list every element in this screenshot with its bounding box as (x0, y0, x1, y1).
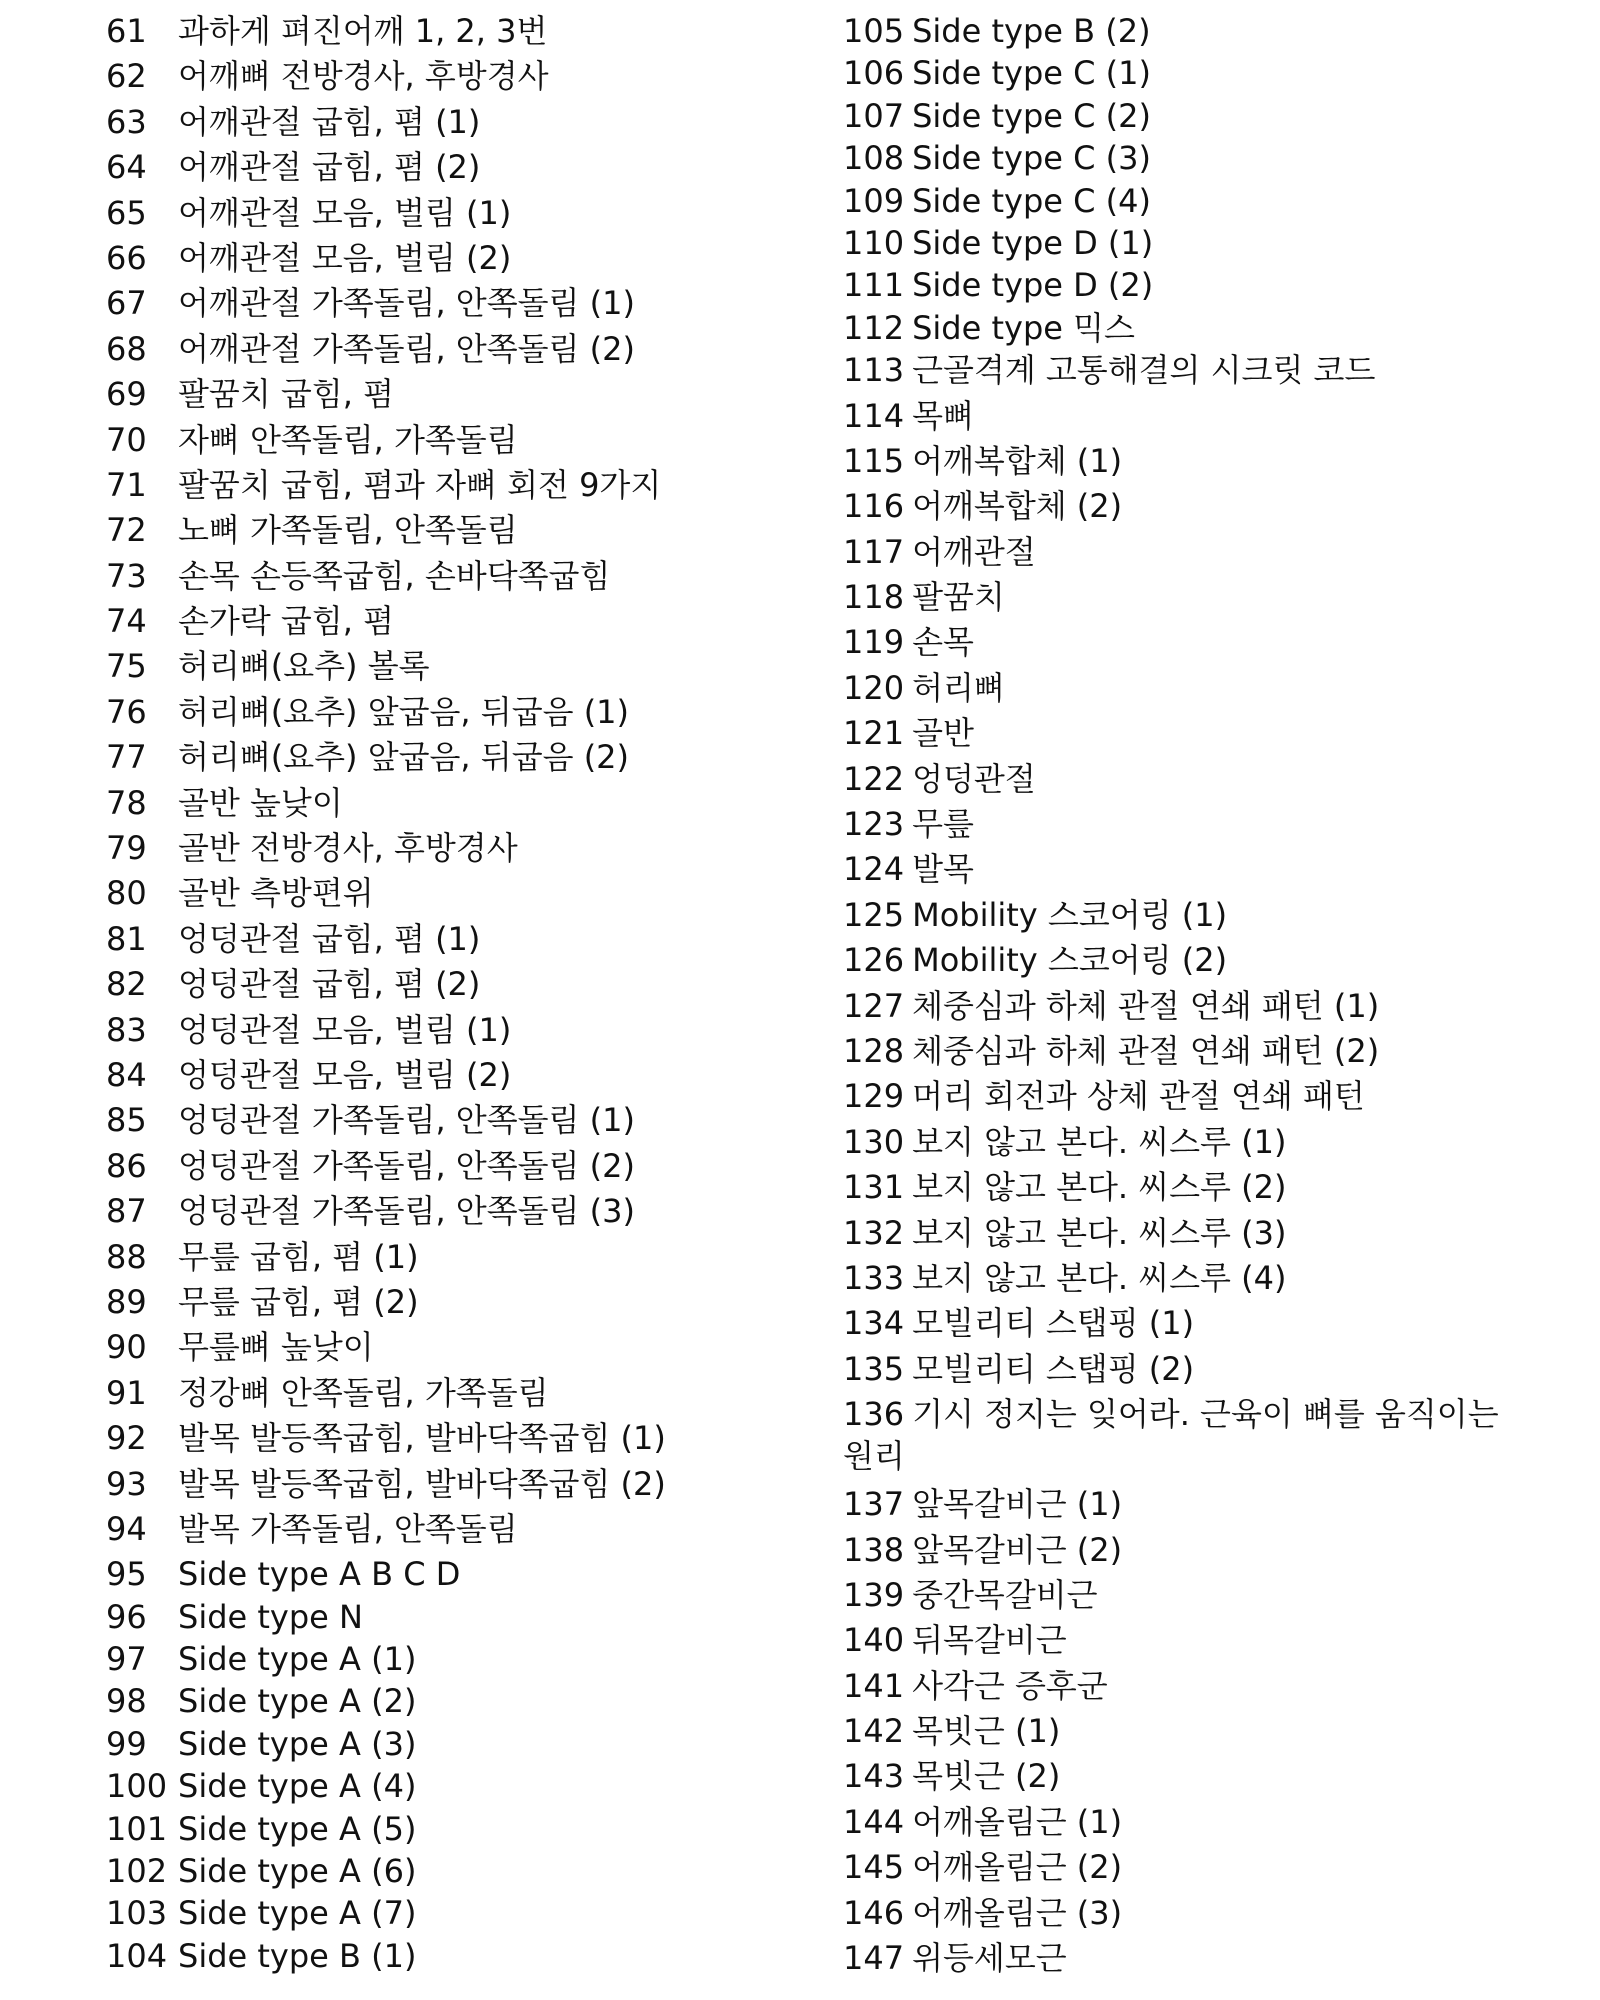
entry-number: 113 (843, 351, 905, 390)
entry-title: Side type 믹스 (912, 308, 1135, 347)
toc-entry (106, 1054, 766, 1099)
toc-entry (843, 1166, 1523, 1211)
entry-number: 124 (843, 850, 905, 889)
toc-entry (843, 1846, 1523, 1891)
entry-number: 144 (843, 1802, 905, 1841)
entry-title: 노뼈 가쪽돌림, 안쪽돌림 (178, 511, 518, 550)
toc-entry (106, 645, 766, 690)
entry-number: 95 (106, 1555, 147, 1594)
entry-title: 머리 회전과 상체 관절 연쇄 패턴 (912, 1077, 1365, 1116)
entry-number: 82 (106, 965, 147, 1004)
entry-title: 자뼈 안쪽돌림, 가쪽돌림 (178, 420, 518, 459)
table-of-contents (0, 10, 1600, 1990)
toc-entry (106, 55, 766, 100)
entry-number: 64 (106, 148, 147, 187)
toc-entry (106, 782, 766, 827)
entry-title: Side type A (4) (178, 1767, 417, 1806)
toc-entry (843, 1574, 1523, 1619)
entry-number: 131 (843, 1168, 905, 1207)
entry-title: 앞목갈비근 (1) (912, 1485, 1123, 1524)
entry-title: Side type C (2) (912, 96, 1151, 135)
entry-title: 어깨뼈 전방경사, 후방경사 (178, 57, 549, 96)
entry-title: 무릎 (912, 805, 974, 844)
entry-title: 어깨관절 굽힘, 폄 (1) (178, 102, 481, 141)
entry-number: 97 (106, 1640, 147, 1679)
toc-right-column (843, 10, 1523, 1982)
entry-number: 68 (106, 329, 147, 368)
entry-number: 102 (106, 1852, 168, 1891)
toc-entry (843, 1710, 1523, 1755)
entry-number: 129 (843, 1077, 905, 1116)
entry-title: Mobility 스코어링 (1) (912, 895, 1228, 934)
entry-number: 105 (843, 12, 905, 50)
toc-entry (843, 1619, 1523, 1664)
entry-number: 67 (106, 284, 147, 323)
entry-title: Side type C (3) (912, 139, 1151, 178)
entry-title: Side type C (4) (912, 181, 1151, 220)
entry-title: Side type A (7) (178, 1894, 417, 1933)
toc-left-column (106, 10, 766, 1977)
toc-entry (843, 803, 1523, 848)
toc-entry (106, 1935, 766, 1977)
entry-title: 허리뼈(요추) 앞굽음, 뒤굽음 (2) (178, 738, 630, 777)
toc-entry (106, 918, 766, 963)
entry-number: 104 (106, 1936, 168, 1975)
entry-title: 보지 않고 본다. 씨스루 (4) (912, 1258, 1287, 1297)
entry-number: 90 (106, 1328, 147, 1367)
entry-number: 65 (106, 193, 147, 232)
entry-number: 79 (106, 829, 147, 868)
toc-entry (843, 1075, 1523, 1120)
entry-number: 118 (843, 578, 905, 617)
toc-entry (843, 485, 1523, 530)
toc-entry (843, 1665, 1523, 1710)
entry-number: 83 (106, 1010, 147, 1049)
toc-entry (843, 137, 1523, 179)
entry-number: 141 (843, 1666, 905, 1705)
entry-title: 발목 발등쪽굽힘, 발바닥쪽굽힘 (2) (178, 1464, 666, 1503)
entry-number: 143 (843, 1757, 905, 1796)
toc-entry (843, 10, 1523, 52)
entry-title: 엉덩관절 굽힘, 폄 (1) (178, 919, 481, 958)
entry-number: 137 (843, 1485, 905, 1524)
entry-title: Side type A (6) (178, 1852, 417, 1891)
entry-number: 107 (843, 96, 905, 135)
entry-number: 126 (843, 941, 905, 980)
entry-title: 엉덩관절 (912, 759, 1036, 798)
entry-title: 사각근 증후군 (912, 1666, 1108, 1705)
entry-title: Side type D (2) (912, 266, 1154, 305)
entry-title: 위등세모근 (912, 1939, 1067, 1978)
toc-entry (843, 1937, 1523, 1982)
toc-entry (106, 419, 766, 464)
toc-entry (843, 1892, 1523, 1937)
entry-title: 무릎뼈 높낮이 (178, 1328, 374, 1367)
toc-entry (106, 282, 766, 327)
toc-entry (106, 1145, 766, 1190)
entry-title: 체중심과 하체 관절 연쇄 패턴 (1) (912, 986, 1380, 1025)
toc-entry (843, 1529, 1523, 1574)
toc-entry (106, 1190, 766, 1235)
toc-entry (106, 1850, 766, 1892)
toc-entry (843, 1030, 1523, 1075)
entry-number: 93 (106, 1464, 147, 1503)
entry-number: 125 (843, 895, 905, 934)
entry-number: 128 (843, 1031, 905, 1070)
entry-title: 보지 않고 본다. 씨스루 (3) (912, 1213, 1287, 1252)
entry-title: 팔꿈치 굽힘, 폄 (178, 375, 394, 414)
entry-title: 어깨관절 굽힘, 폄 (2) (178, 148, 481, 187)
entry-title: 손목 손등쪽굽힘, 손바닥쪽굽힘 (178, 556, 611, 595)
entry-title: 어깨관절 가쪽돌림, 안쪽돌림 (1) (178, 284, 635, 323)
toc-entry (106, 1892, 766, 1934)
toc-entry (843, 1801, 1523, 1846)
toc-entry (843, 939, 1523, 984)
entry-number: 78 (106, 783, 147, 822)
entry-title: 허리뼈 (912, 668, 1005, 707)
toc-entry (106, 1596, 766, 1638)
entry-title: 발목 발등쪽굽힘, 발바닥쪽굽힘 (1) (178, 1419, 666, 1458)
entry-number: 87 (106, 1192, 147, 1231)
entry-title: 앞목갈비근 (2) (912, 1530, 1123, 1569)
toc-entry (843, 1393, 1503, 1483)
entry-number: 81 (106, 919, 147, 958)
entry-title: 엉덩관절 모음, 벌림 (2) (178, 1055, 512, 1094)
toc-entry (106, 1680, 766, 1722)
toc-entry (106, 509, 766, 554)
entry-number: 133 (843, 1258, 905, 1297)
entry-title: 엉덩관절 가쪽돌림, 안쪽돌림 (1) (178, 1101, 635, 1140)
entry-number: 101 (106, 1809, 168, 1848)
toc-entry (106, 1508, 766, 1553)
toc-entry (106, 1236, 766, 1281)
entry-title: 팔꿈치 굽힘, 폄과 자뼈 회전 9가지 (178, 465, 662, 504)
entry-number: 73 (106, 556, 147, 595)
entry-title: 골반 높낮이 (178, 783, 343, 822)
entry-title: 모빌리티 스탭핑 (2) (912, 1349, 1195, 1388)
entry-title: Side type A (3) (178, 1724, 417, 1763)
entry-number: 127 (843, 986, 905, 1025)
toc-entry (843, 1121, 1523, 1166)
toc-entry (106, 555, 766, 600)
toc-entry (106, 1638, 766, 1680)
toc-entry (843, 531, 1523, 576)
entry-number: 74 (106, 602, 147, 641)
entry-title: Side type D (1) (912, 223, 1154, 262)
entry-number: 110 (843, 223, 905, 262)
entry-number: 138 (843, 1530, 905, 1569)
entry-number: 69 (106, 375, 147, 414)
entry-number: 99 (106, 1724, 147, 1763)
entry-number: 147 (843, 1939, 905, 1978)
toc-entry (843, 1755, 1523, 1800)
entry-title: Mobility 스코어링 (2) (912, 941, 1228, 980)
toc-entry (106, 328, 766, 373)
toc-entry (843, 180, 1523, 222)
entry-title: Side type N (178, 1597, 363, 1636)
entry-title: 어깨올림근 (1) (912, 1802, 1123, 1841)
entry-title: Side type A B C D (178, 1555, 461, 1594)
toc-entry (843, 95, 1523, 137)
toc-entry (106, 1808, 766, 1850)
toc-entry (106, 10, 766, 55)
entry-title: 골반 측방편위 (178, 874, 374, 913)
entry-number: 112 (843, 308, 905, 347)
toc-entry (106, 963, 766, 1008)
toc-entry (843, 349, 1523, 394)
toc-entry (106, 600, 766, 645)
toc-entry (843, 1257, 1523, 1302)
entry-number: 96 (106, 1597, 147, 1636)
entry-title: 손목 (912, 623, 974, 662)
entry-number: 98 (106, 1682, 147, 1721)
toc-entry (106, 237, 766, 282)
entry-title: 허리뼈(요추) 앞굽음, 뒤굽음 (1) (178, 692, 630, 731)
entry-title: 어깨올림근 (2) (912, 1848, 1123, 1887)
entry-title: 보지 않고 본다. 씨스루 (1) (912, 1122, 1287, 1161)
toc-entry (843, 985, 1523, 1030)
entry-number: 91 (106, 1373, 147, 1412)
entry-title: 어깨복합체 (2) (912, 487, 1123, 526)
toc-entry (106, 872, 766, 917)
entry-title: 목빗근 (2) (912, 1757, 1061, 1796)
toc-entry (106, 1553, 766, 1595)
toc-entry (106, 192, 766, 237)
entry-number: 135 (843, 1349, 905, 1388)
toc-entry (106, 1099, 766, 1144)
toc-entry (106, 1372, 766, 1417)
entry-number: 121 (843, 714, 905, 753)
toc-entry (106, 736, 766, 781)
entry-title: 어깨관절 (912, 532, 1036, 571)
entry-number: 111 (843, 266, 905, 305)
entry-number: 94 (106, 1509, 147, 1548)
entry-number: 120 (843, 668, 905, 707)
entry-number: 75 (106, 647, 147, 686)
entry-title: 골반 전방경사, 후방경사 (178, 829, 518, 868)
entry-number: 123 (843, 805, 905, 844)
toc-entry (843, 848, 1523, 893)
entry-number: 88 (106, 1237, 147, 1276)
entry-number: 142 (843, 1712, 905, 1751)
entry-title: 모빌리티 스탭핑 (1) (912, 1304, 1195, 1343)
entry-number: 84 (106, 1055, 147, 1094)
entry-title: 엉덩관절 가쪽돌림, 안쪽돌림 (2) (178, 1146, 635, 1185)
entry-number: 108 (843, 139, 905, 178)
entry-number: 66 (106, 238, 147, 277)
entry-title: 어깨관절 모음, 벌림 (1) (178, 193, 512, 232)
entry-number: 139 (843, 1575, 905, 1614)
entry-number: 100 (106, 1767, 168, 1806)
entry-title: Side type A (1) (178, 1640, 417, 1679)
entry-number: 92 (106, 1419, 147, 1458)
entry-number: 117 (843, 532, 905, 571)
toc-entry (843, 621, 1523, 666)
toc-entry (106, 1326, 766, 1371)
entry-title: 엉덩관절 굽힘, 폄 (2) (178, 965, 481, 1004)
entry-title: 발목 가쪽돌림, 안쪽돌림 (178, 1509, 518, 1548)
toc-entry (106, 827, 766, 872)
entry-number: 130 (843, 1122, 905, 1161)
entry-title: 어깨관절 가쪽돌림, 안쪽돌림 (2) (178, 329, 635, 368)
entry-number: 116 (843, 487, 905, 526)
toc-entry (843, 1212, 1523, 1257)
entry-title: 무릎 굽힘, 폄 (1) (178, 1237, 419, 1276)
entry-title: 보지 않고 본다. 씨스루 (2) (912, 1168, 1287, 1207)
entry-title: 기시 정지는 잊어라. 근육이 뼈를 움직이는 원리 (843, 1395, 1499, 1476)
toc-entry (843, 440, 1523, 485)
entry-number: 114 (843, 396, 905, 435)
entry-title: 근골격계 고통해결의 시크릿 코드 (912, 351, 1376, 390)
entry-title: 무릎 굽힘, 폄 (2) (178, 1282, 419, 1321)
entry-title: 어깨복합체 (1) (912, 441, 1123, 480)
toc-entry (843, 307, 1523, 349)
entry-title: 손가락 굽힘, 폄 (178, 602, 394, 641)
entry-title: 엉덩관절 가쪽돌림, 안쪽돌림 (3) (178, 1192, 635, 1231)
entry-title: 팔꿈치 (912, 578, 1005, 617)
entry-number: 103 (106, 1894, 168, 1933)
entry-number: 89 (106, 1282, 147, 1321)
toc-entry (843, 1302, 1523, 1347)
toc-entry (106, 1463, 766, 1508)
toc-entry (106, 146, 766, 191)
entry-number: 109 (843, 181, 905, 220)
entry-number: 86 (106, 1146, 147, 1185)
entry-number: 136 (843, 1395, 905, 1434)
toc-entry (843, 52, 1523, 94)
entry-number: 119 (843, 623, 905, 662)
toc-entry (843, 712, 1523, 757)
toc-entry (106, 464, 766, 509)
toc-entry (106, 1009, 766, 1054)
entry-number: 146 (843, 1893, 905, 1932)
entry-number: 76 (106, 692, 147, 731)
entry-title: 허리뼈(요추) 볼록 (178, 647, 430, 686)
entry-title: 뒤목갈비근 (912, 1621, 1067, 1660)
entry-number: 71 (106, 465, 147, 504)
entry-title: Side type B (2) (912, 12, 1151, 50)
toc-entry (106, 101, 766, 146)
entry-number: 62 (106, 57, 147, 96)
toc-entry (843, 264, 1523, 306)
entry-number: 70 (106, 420, 147, 459)
entry-title: 엉덩관절 모음, 벌림 (1) (178, 1010, 512, 1049)
toc-entry (106, 691, 766, 736)
entry-number: 63 (106, 102, 147, 141)
entry-title: Side type A (2) (178, 1682, 417, 1721)
toc-entry (843, 894, 1523, 939)
entry-title: Side type C (1) (912, 54, 1151, 93)
entry-number: 85 (106, 1101, 147, 1140)
entry-title: Side type A (5) (178, 1809, 417, 1848)
toc-entry (843, 576, 1523, 621)
entry-title: 과하게 펴진어깨 1, 2, 3번 (178, 12, 548, 50)
entry-number: 134 (843, 1304, 905, 1343)
entry-number: 132 (843, 1213, 905, 1252)
entry-number: 72 (106, 511, 147, 550)
toc-entry (106, 1765, 766, 1807)
entry-title: 발목 (912, 850, 974, 889)
entry-number: 77 (106, 738, 147, 777)
toc-entry (843, 1483, 1523, 1528)
entry-number: 122 (843, 759, 905, 798)
entry-title: 중간목갈비근 (912, 1575, 1098, 1614)
entry-number: 145 (843, 1848, 905, 1887)
entry-number: 115 (843, 441, 905, 480)
toc-entry (106, 1281, 766, 1326)
entry-number: 80 (106, 874, 147, 913)
entry-number: 106 (843, 54, 905, 93)
toc-entry (843, 758, 1523, 803)
toc-entry (843, 222, 1523, 264)
entry-title: 골반 (912, 714, 974, 753)
toc-entry (843, 1348, 1523, 1393)
entry-title: 정강뼈 안쪽돌림, 가쪽돌림 (178, 1373, 549, 1412)
toc-entry (843, 395, 1523, 440)
entry-title: 체중심과 하체 관절 연쇄 패턴 (2) (912, 1031, 1380, 1070)
toc-entry (106, 373, 766, 418)
entry-number: 61 (106, 12, 147, 50)
entry-title: Side type B (1) (178, 1936, 417, 1975)
toc-entry (106, 1723, 766, 1765)
entry-title: 목빗근 (1) (912, 1712, 1061, 1751)
toc-entry (843, 667, 1523, 712)
entry-title: 어깨올림근 (3) (912, 1893, 1123, 1932)
entry-title: 어깨관절 모음, 벌림 (2) (178, 238, 512, 277)
entry-title: 목뼈 (912, 396, 974, 435)
toc-entry (106, 1417, 766, 1462)
entry-number: 140 (843, 1621, 905, 1660)
